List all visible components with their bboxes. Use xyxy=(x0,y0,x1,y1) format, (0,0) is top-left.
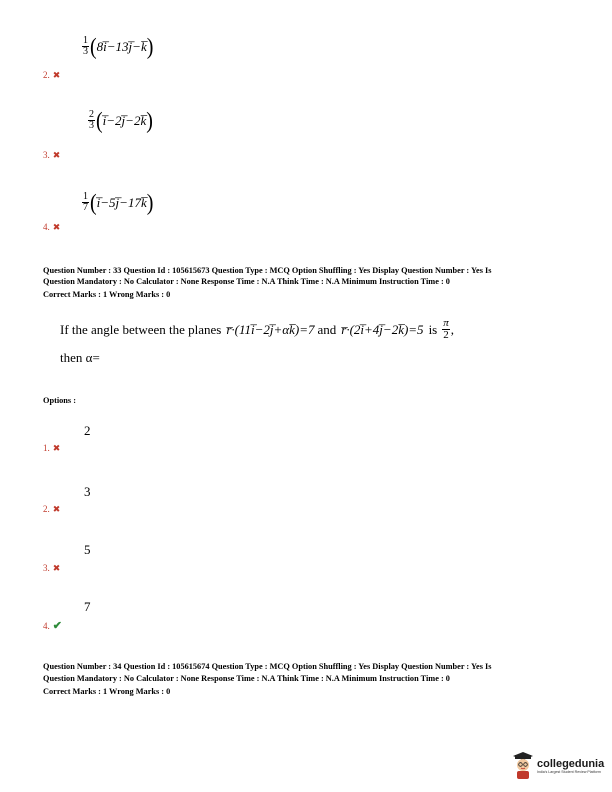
q34-meta-line-3: Correct Marks : 1 Wrong Marks : 0 xyxy=(43,687,171,696)
logo-tagline: India's Largest Student Review Platform xyxy=(537,769,601,774)
wrong-mark-icon: ✖ xyxy=(52,222,61,232)
q33-plane-1: r̅·(11i̅−2j̅+αk̅)=7 xyxy=(226,321,315,337)
fraction: $\frac{1}{3}$ xyxy=(83,35,88,57)
q33-option-2-number: 2. ✖ xyxy=(43,504,61,514)
fraction: $\frac{2}{3}$ xyxy=(89,109,94,131)
wrong-mark-icon: ✖ xyxy=(52,150,61,160)
q34-meta-line-1: Question Number : 34 Question Id : 105615674 Question Type : MCQ Option Shuffling : Yes Display Question Number : Yes Is xyxy=(43,662,492,671)
q33-option-1-number: 1. ✖ xyxy=(43,443,61,453)
wrong-mark-icon: ✖ xyxy=(52,563,61,573)
q33-meta-line-1: Question Number : 33 Question Id : 105615673 Question Type : MCQ Option Shuffling : Yes Display Question Number : Yes Is xyxy=(43,266,492,275)
q33-option-4-value: 7 xyxy=(84,599,91,614)
correct-check-icon: ✔ xyxy=(52,620,62,632)
q33-question-text-line-2: then α= xyxy=(60,350,100,365)
q33-option-1-value: 2 xyxy=(84,423,91,438)
prev-option-1-expr: 8i̅−13j̅−k̅ xyxy=(96,38,147,54)
pi-over-two: $\frac{\pi}{2}$ xyxy=(443,317,449,341)
q33-option-3-value: 5 xyxy=(84,542,91,557)
q33-option-4-number: 4. ✔ xyxy=(43,620,62,632)
prev-option-2-expr: i̅−2j̅−2k̅ xyxy=(102,112,147,128)
fraction: $\frac{1}{7}$ xyxy=(83,191,88,213)
wrong-mark-icon: ✖ xyxy=(52,70,61,80)
prev-option-3-number: 3. ✖ xyxy=(43,150,61,160)
q33-meta-line-3: Correct Marks : 1 Wrong Marks : 0 xyxy=(43,290,171,299)
prev-option-3-expr: i̅−5j̅−17k̅ xyxy=(96,194,147,210)
prev-option-3-math: $\frac{1}{7}$ ( i̅−5j̅−17k̅ ) xyxy=(83,189,154,216)
collegedunia-logo xyxy=(512,752,604,780)
wrong-mark-icon: ✖ xyxy=(52,504,61,514)
prev-option-1-math: $\frac{1}{3}$ ( 8i̅−13j̅−k̅ ) xyxy=(83,33,154,60)
q33-plane-2: r̅·(2i̅+4j̅−2k̅)=5 xyxy=(341,321,424,337)
options-label: Options : xyxy=(43,396,76,405)
q33-option-3-number: 3. ✖ xyxy=(43,563,61,573)
q33-meta-line-2: Question Mandatory : No Calculator : None Response Time : N.A Think Time : N.A Minimum Instruction Time : 0 xyxy=(43,277,450,286)
prev-option-4-number: 4. ✖ xyxy=(43,222,61,232)
q33-option-2-value: 3 xyxy=(84,484,91,499)
wrong-mark-icon: ✖ xyxy=(52,443,61,453)
mascot-icon xyxy=(512,752,534,780)
prev-option-2-number: 2. ✖ xyxy=(43,70,61,80)
logo-name: collegedunia xyxy=(537,757,605,770)
q33-question-text: If the angle between the planes r̅·(11i̅−2j̅+αk̅)=7 and r̅·(2i̅+4j̅−2k̅)=5 is $\frac{\pi}{2}$ , xyxy=(60,317,454,341)
prev-option-2-math: $\frac{2}{3}$ ( i̅−2j̅−2k̅ ) xyxy=(89,107,153,134)
q34-meta-line-2: Question Mandatory : No Calculator : None Response Time : N.A Think Time : N.A Minimum Instruction Time : 0 xyxy=(43,674,450,683)
